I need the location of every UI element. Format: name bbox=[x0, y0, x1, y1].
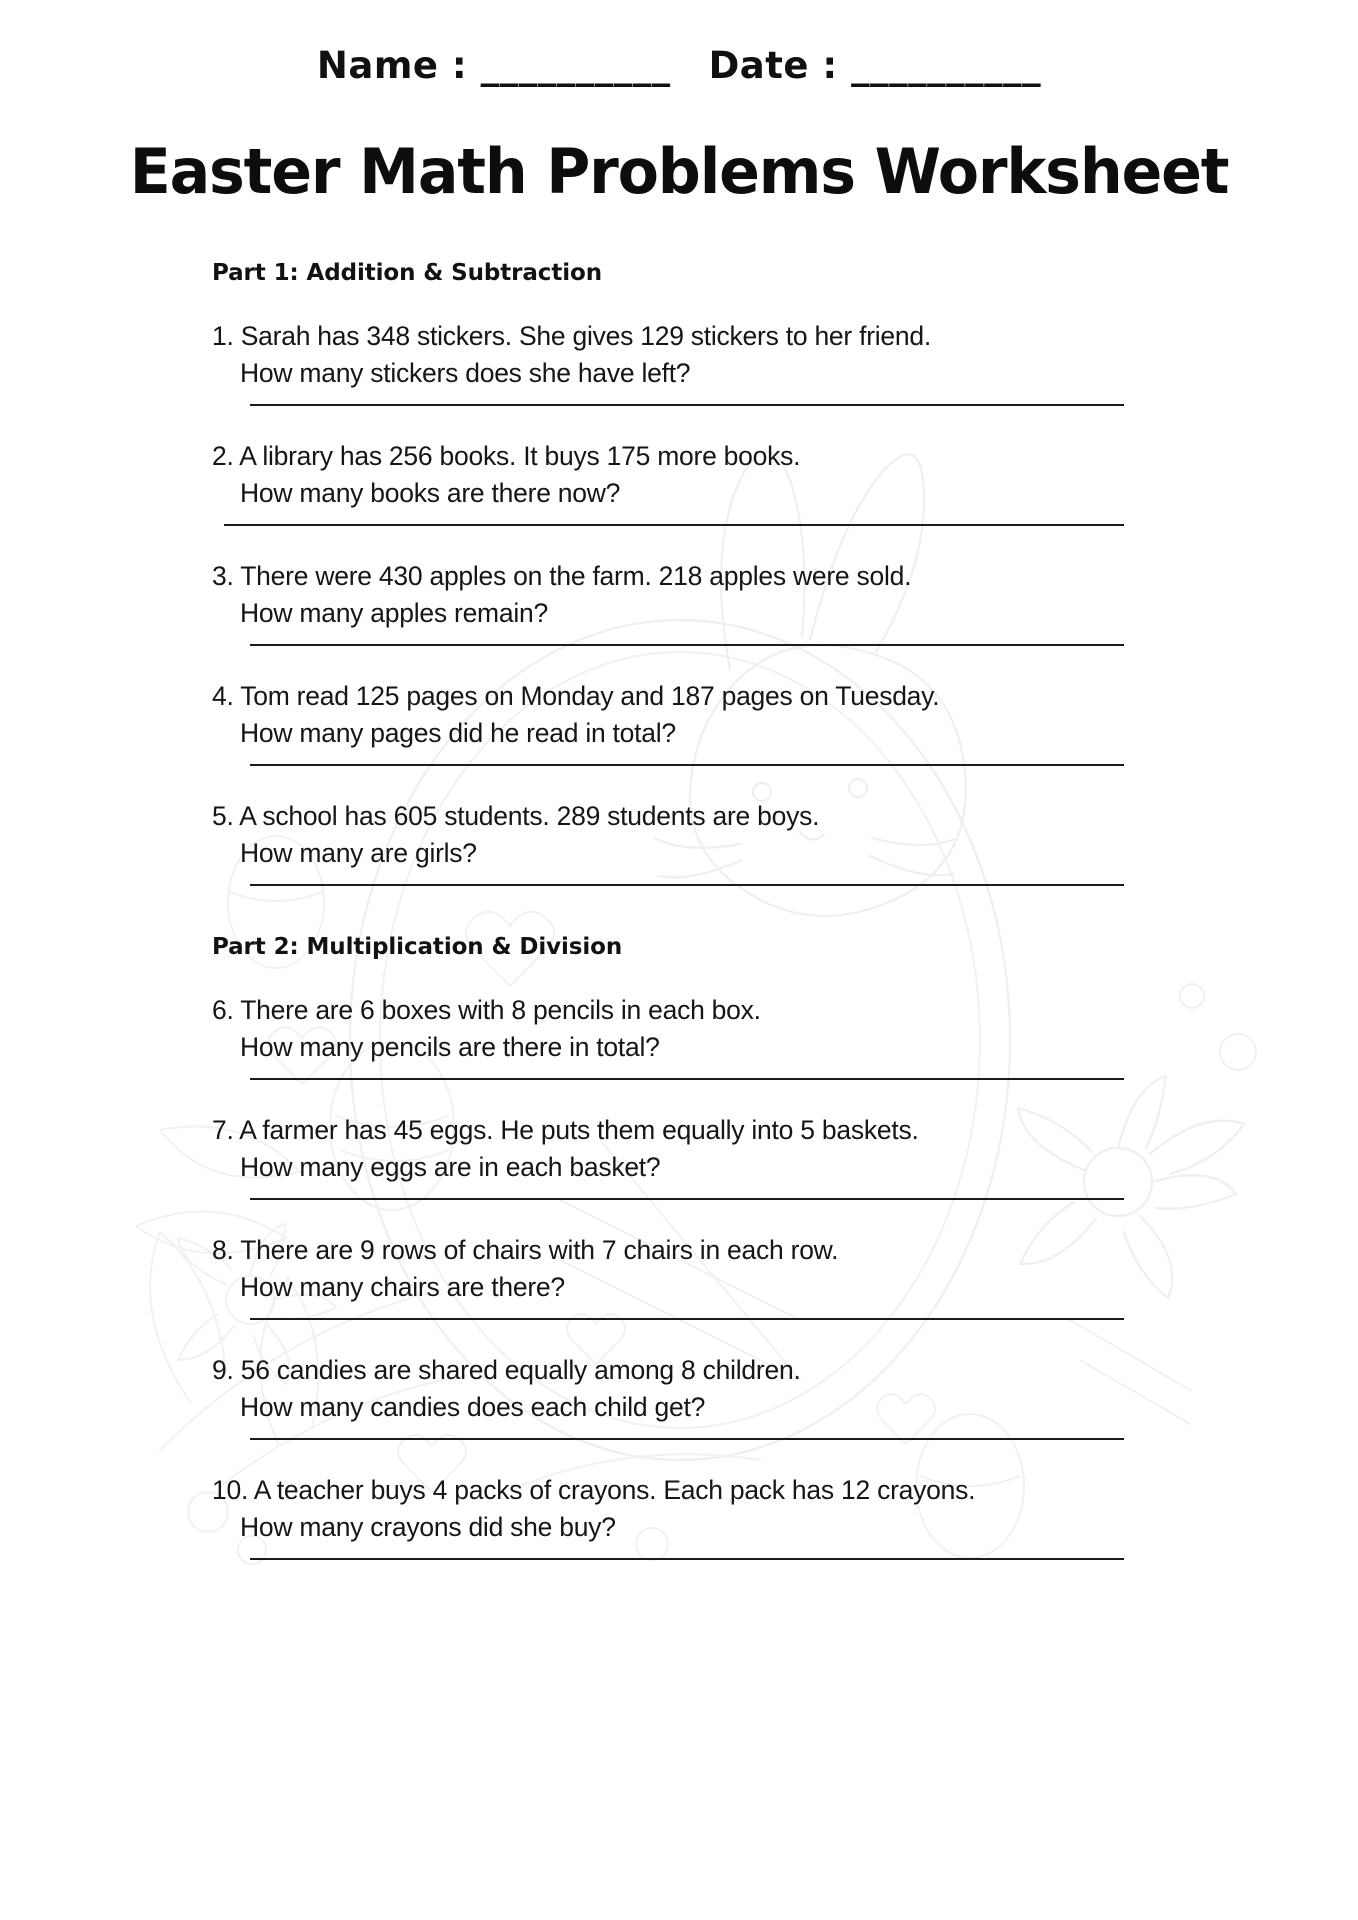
name-date-line bbox=[0, 44, 1358, 87]
answer-line[interactable] bbox=[224, 524, 1124, 526]
problem-item bbox=[212, 318, 1124, 406]
section-heading-part-2: Part 2: Multiplication & Division bbox=[212, 934, 623, 960]
problem-line-2: How many pencils are there in total? bbox=[240, 1032, 660, 1062]
problem-line-1: 2. A library has 256 books. It buys 175 more books. bbox=[212, 441, 801, 471]
problem-line-1: 8. There are 9 rows of chairs with 7 chairs in each row. bbox=[212, 1235, 839, 1265]
answer-line[interactable] bbox=[250, 1078, 1124, 1080]
section-heading-part-1: Part 1: Addition & Subtraction bbox=[212, 260, 602, 286]
problem-line-1: 9. 56 candies are shared equally among 8 children. bbox=[212, 1355, 801, 1385]
problem-item bbox=[212, 558, 1124, 646]
problem-line-1: 4. Tom read 125 pages on Monday and 187 pages on Tuesday. bbox=[212, 681, 940, 711]
problem-item bbox=[212, 1472, 1124, 1560]
answer-line[interactable] bbox=[250, 644, 1124, 646]
answer-line[interactable] bbox=[250, 764, 1124, 766]
page-title: Easter Math Problems Worksheet bbox=[129, 135, 1229, 208]
problem-line-2: How many pages did he read in total? bbox=[240, 718, 676, 748]
name-blank[interactable]: __________ bbox=[480, 44, 671, 87]
problem-line-2: How many are girls? bbox=[240, 838, 477, 868]
problem-line-1: 10. A teacher buys 4 packs of crayons. Each pack has 12 crayons. bbox=[212, 1475, 976, 1505]
worksheet-sections bbox=[0, 252, 1358, 1560]
problem-line-1: 5. A school has 605 students. 289 students are boys. bbox=[212, 801, 820, 831]
problem-item bbox=[212, 1112, 1124, 1200]
problem-line-2: How many eggs are in each basket? bbox=[240, 1152, 661, 1182]
answer-line[interactable] bbox=[250, 404, 1124, 406]
problem-line-2: How many candies does each child get? bbox=[240, 1392, 706, 1422]
problem-line-1: 1. Sarah has 348 stickers. She gives 129 stickers to her friend. bbox=[212, 321, 932, 351]
problem-line-1: 7. A farmer has 45 eggs. He puts them equally into 5 baskets. bbox=[212, 1115, 919, 1145]
date-label: Date : bbox=[708, 44, 838, 87]
problem-item bbox=[212, 438, 1124, 526]
problem-item bbox=[212, 798, 1124, 886]
section-part-1 bbox=[0, 252, 1358, 886]
problem-line-2: How many stickers does she have left? bbox=[240, 358, 691, 388]
answer-line[interactable] bbox=[250, 1198, 1124, 1200]
problem-line-2: How many books are there now? bbox=[240, 478, 621, 508]
problem-line-2: How many crayons did she buy? bbox=[240, 1512, 616, 1542]
problem-line-2: How many apples remain? bbox=[240, 598, 548, 628]
date-blank[interactable]: __________ bbox=[851, 44, 1042, 87]
answer-line[interactable] bbox=[250, 1318, 1124, 1320]
problem-line-1: 6. There are 6 boxes with 8 pencils in each box. bbox=[212, 995, 761, 1025]
problem-item bbox=[212, 1232, 1124, 1320]
section-part-2 bbox=[0, 886, 1358, 1560]
problem-item bbox=[212, 992, 1124, 1080]
problem-line-1: 3. There were 430 apples on the farm. 218 apples were sold. bbox=[212, 561, 912, 591]
answer-line[interactable] bbox=[250, 1438, 1124, 1440]
problem-line-2: How many chairs are there? bbox=[240, 1272, 565, 1302]
problem-item bbox=[212, 1352, 1124, 1440]
name-label: Name : bbox=[316, 44, 468, 87]
problem-item bbox=[212, 678, 1124, 766]
answer-line[interactable] bbox=[250, 1558, 1124, 1560]
